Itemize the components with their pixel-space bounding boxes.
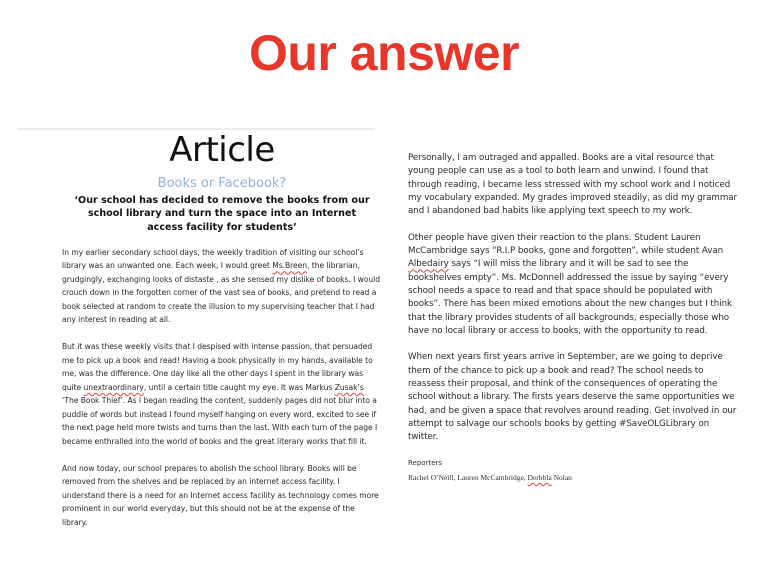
reporters-label: Reporters	[408, 458, 443, 467]
article-paragraph	[408, 152, 738, 218]
article-right-column	[408, 152, 738, 483]
article-subheading: Books or Facebook?	[157, 176, 287, 191]
text-run: When next years first years arrive in September, are we going to deprive them of the chance to pick up a book and read? The school needs to reassess their proposal, and think of the consequences of operating the school without a library. The firsts years deserve the same opportunities we had, and be given a space that revolves around reading. Get involved in our attempt to salvage our schools books by getting #SaveOLGLibrary on twitter.	[408, 352, 737, 443]
text-run: In my earlier secondary school days, the weekly tradition of visiting our school’s library was an unwanted one. Each week, I would greet	[62, 247, 364, 271]
text-run: But it was these weekly visits that I despised with intense passion, that persuaded me to pick up a book and read! Having a book physically in my hands, available to me, was the difference. One day like all the other days I spent in the library was quite	[62, 342, 373, 392]
slide-title: Our answer	[248, 25, 520, 81]
text-run: Personally, I am outraged and appalled. Books are a vital resource that young people can use as a tool to both learn and unwind. I found that through reading, I became less stressed with my school work and I noticed my vocabulary expanded. My grades improved steadily, as did my grammar and I abandoned bad habits like applying text speech to my work.	[408, 153, 738, 217]
text-run: ‘The Book Thief’. As I began reading the content, suddenly pages did not blur into a puddle of words but instead I found myself hanging on every word, excited to see if the next page held more twists and turns than the last. With each turn of the page I became enthralled into the world of books and the great literary works that fill it.	[62, 396, 378, 446]
text-run: , the librarian, grudgingly, exchanging looks of distaste , as she sensed my dislike of books. I would crouch down in the forgotten corner of the vast sea of books, and pretend to read a book selected at random to create the illusion to my supervising teacher that I had any interest in reading at all.	[62, 261, 381, 325]
text-run: Rachel O’Neill, Lauren McCambridge,	[408, 472, 528, 482]
text-run: Nolan	[551, 472, 572, 482]
misspelled-word: Zusak’s	[334, 382, 364, 392]
article-heading: Article	[169, 130, 275, 170]
misspelled-word: unextraordinary	[83, 382, 144, 392]
reporters-names	[408, 472, 738, 483]
misspelled-word: Albedairy	[408, 259, 449, 270]
text-run: And now today, our school prepares to abolish the school library. Books will be removed from the shelves and be replaced by an internet access facility. I understand there is a need for an Internet access facility as technology comes more prominent in our world everyday, but this should not be at the expense of the library.	[62, 463, 379, 527]
misspelled-word: Ms.Breen	[272, 261, 308, 271]
left-paragraphs	[62, 246, 382, 530]
text-run: says “I will miss the library and it will be sad to see the bookshelves empty”. Ms. McDonnell addressed the issue by saying “every school needs a space to read and that space should be populated with books”. There has been mixed emotions about the new changes but I think that the library provides students of all backgrounds, especially those who have no local library or access to books, with the opportunity to read.	[408, 259, 733, 336]
article-paragraph	[408, 232, 738, 338]
article-paragraph	[62, 246, 382, 327]
right-paragraphs	[408, 152, 738, 445]
article-paragraph	[62, 462, 382, 530]
article-paragraph	[62, 340, 382, 448]
lead-quote: ‘Our school has decided to remove the books from our school library and turn the space into an Internet access facility for students’	[74, 195, 370, 233]
text-run: Other people have given their reaction to the plans. Student Lauren McCambridge says “R.I.P books, gone and forgotten”, while student Avan	[408, 232, 724, 257]
article-left-column	[62, 128, 382, 543]
misspelled-word: Derbbla	[527, 472, 552, 482]
article-paragraph	[408, 351, 738, 444]
text-run: , until a certain title caught my eye. It was Markus	[143, 382, 335, 392]
